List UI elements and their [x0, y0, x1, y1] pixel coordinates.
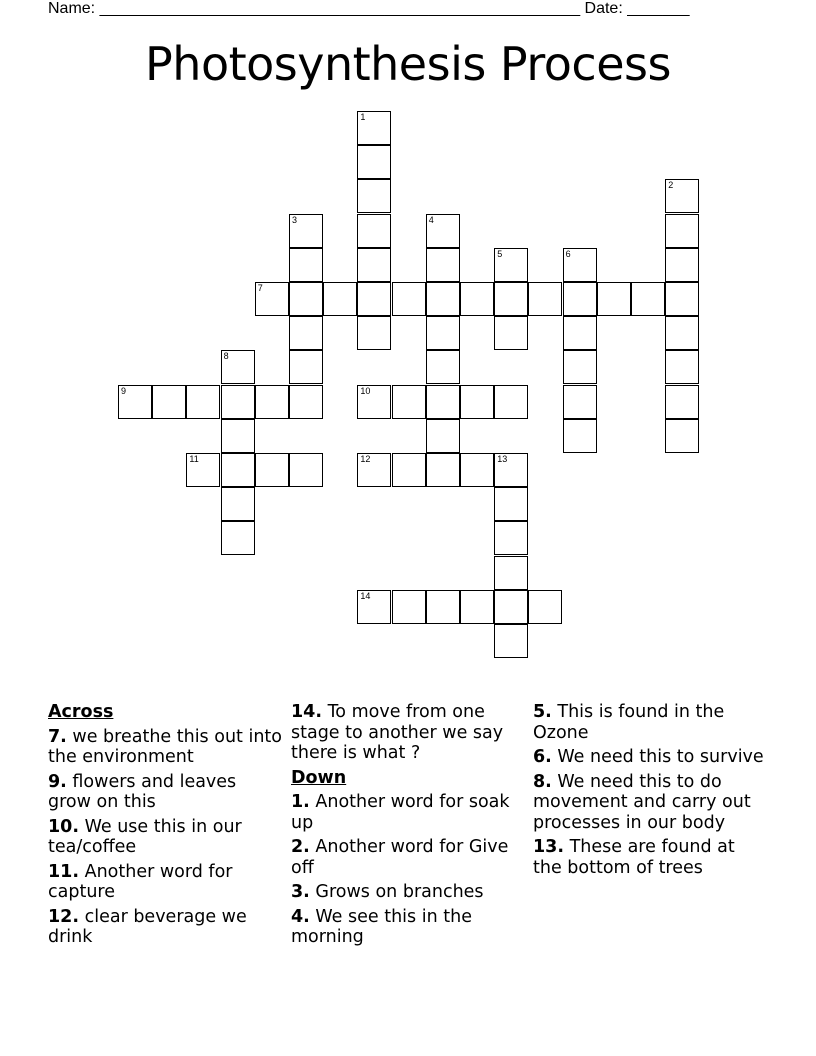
grid-cell[interactable]: [494, 248, 528, 282]
grid-cell[interactable]: [357, 385, 391, 419]
grid-cell[interactable]: [426, 282, 460, 316]
grid-cell[interactable]: [357, 453, 391, 487]
grid-cell[interactable]: [289, 350, 323, 384]
clue-number-2: 2: [668, 180, 674, 191]
grid-cell[interactable]: [357, 282, 391, 316]
clue-down-1: 1. Another word for soak up: [291, 792, 510, 833]
clue-across-11: 11. Another word for capture: [48, 861, 233, 902]
grid-cell[interactable]: [665, 419, 699, 453]
grid-cell[interactable]: [563, 419, 597, 453]
grid-cell[interactable]: [494, 590, 528, 624]
grid-cell[interactable]: [357, 145, 391, 179]
grid-cell[interactable]: [426, 419, 460, 453]
clue-down-13: 13. These are found at the bottom of trees: [533, 837, 735, 878]
grid-cell[interactable]: [426, 385, 460, 419]
clue-number-11: 11: [189, 454, 199, 464]
clue-number-12: 12: [360, 454, 371, 464]
grid-cell[interactable]: [426, 350, 460, 384]
clue-down-6: 6. We need this to survive: [533, 747, 764, 767]
grid-cell[interactable]: [255, 453, 289, 487]
grid-cell[interactable]: [665, 385, 699, 419]
grid-cell[interactable]: [357, 214, 391, 248]
grid-cell[interactable]: [460, 590, 494, 624]
grid-cell[interactable]: [563, 316, 597, 350]
clue-number-3: 3: [292, 214, 298, 225]
clue-number-7: 7: [257, 283, 263, 293]
grid-cell[interactable]: [289, 214, 323, 248]
grid-cell[interactable]: [597, 282, 631, 316]
grid-cell[interactable]: [392, 590, 426, 624]
grid-cell[interactable]: [357, 590, 391, 624]
grid-cell[interactable]: [255, 282, 289, 316]
grid-cell[interactable]: [392, 385, 426, 419]
clue-down-3: 3. Grows on branches: [291, 882, 484, 902]
grid-cell[interactable]: [528, 590, 562, 624]
clue-number-4: 4: [428, 214, 434, 225]
grid-cell[interactable]: [494, 487, 528, 521]
grid-cell[interactable]: [357, 111, 391, 145]
grid-cell[interactable]: [494, 624, 528, 658]
grid-cell[interactable]: [221, 521, 255, 555]
page-title: Photosynthesis Process: [145, 37, 671, 91]
grid-cell[interactable]: [665, 350, 699, 384]
grid-cell[interactable]: [357, 179, 391, 213]
grid-cell[interactable]: [494, 556, 528, 590]
grid-cell[interactable]: [186, 385, 220, 419]
grid-cell[interactable]: [357, 316, 391, 350]
grid-cell[interactable]: [392, 282, 426, 316]
grid-cell[interactable]: [221, 419, 255, 453]
grid-cell[interactable]: [118, 385, 152, 419]
clue-number-5: 5: [497, 248, 503, 259]
grid-cell[interactable]: [289, 248, 323, 282]
grid-cell[interactable]: [426, 453, 460, 487]
grid-cell[interactable]: [460, 385, 494, 419]
grid-cell[interactable]: [289, 316, 323, 350]
clues-column-1: [48, 702, 283, 952]
grid-cell[interactable]: [357, 248, 391, 282]
grid-cell[interactable]: [152, 385, 186, 419]
grid-cell[interactable]: [665, 248, 699, 282]
grid-cell[interactable]: [221, 385, 255, 419]
clue-number-8: 8: [223, 351, 229, 362]
grid-cell[interactable]: [426, 590, 460, 624]
clue-across-7: 7. we breathe this out into the environment: [48, 726, 282, 767]
grid-cell[interactable]: [460, 282, 494, 316]
grid-cell[interactable]: [426, 316, 460, 350]
clue-number-6: 6: [565, 248, 571, 259]
grid-cell[interactable]: [494, 453, 528, 487]
clue-down-5: 5. This is found in the Ozone: [533, 702, 725, 743]
grid-cell[interactable]: [665, 179, 699, 213]
name-date-line: Name: ______________________________________________________ Date: _______: [48, 0, 690, 17]
clue-across-10: 10. We use this in our tea/coffee: [48, 816, 242, 857]
grid-cell[interactable]: [221, 453, 255, 487]
clue-number-10: 10: [360, 385, 371, 396]
grid-cell[interactable]: [563, 350, 597, 384]
grid-cell[interactable]: [494, 282, 528, 316]
grid-cell[interactable]: [221, 350, 255, 384]
across-heading: Across: [48, 702, 114, 722]
down-heading: Down: [291, 767, 347, 788]
grid-cell[interactable]: [186, 453, 220, 487]
clue-number-14: 14: [360, 590, 371, 601]
clue-down-2: 2. Another word for Give off: [291, 837, 509, 878]
grid-cell[interactable]: [392, 453, 426, 487]
clue-across-14: 14. To move from one stage to another we say there is what ?: [291, 702, 504, 763]
clue-across-12: 12. clear beverage we drink: [48, 906, 247, 947]
clue-number-1: 1: [360, 112, 366, 122]
grid-cell[interactable]: [563, 248, 597, 282]
grid-cell[interactable]: [221, 487, 255, 521]
clues-column-2: [291, 702, 526, 952]
clue-number-13: 13: [497, 454, 508, 464]
grid-cell[interactable]: [323, 282, 357, 316]
clue-down-8: 8. We need this to do movement and carry out processes in our body: [533, 771, 751, 833]
grid-cell[interactable]: [494, 316, 528, 350]
grid-cell[interactable]: [289, 282, 323, 316]
grid-cell[interactable]: [426, 214, 460, 248]
grid-cell[interactable]: [563, 282, 597, 316]
grid-cell[interactable]: [289, 453, 323, 487]
grid-cell[interactable]: [289, 385, 323, 419]
grid-cell[interactable]: [528, 282, 562, 316]
clue-number-9: 9: [121, 385, 127, 396]
grid-cell[interactable]: [665, 282, 699, 316]
grid-cell[interactable]: [460, 453, 494, 487]
grid-cell[interactable]: [665, 214, 699, 248]
clues-column-3: [533, 702, 768, 882]
grid-cell[interactable]: [631, 282, 665, 316]
grid-cell[interactable]: [665, 316, 699, 350]
clue-down-4: 4. We see this in the morning: [291, 906, 472, 947]
grid-cell[interactable]: [563, 385, 597, 419]
grid-cell[interactable]: [494, 521, 528, 555]
grid-cell[interactable]: [494, 385, 528, 419]
grid-cell[interactable]: [426, 248, 460, 282]
grid-cell[interactable]: [255, 385, 289, 419]
clue-across-9: 9. flowers and leaves grow on this: [48, 771, 237, 812]
